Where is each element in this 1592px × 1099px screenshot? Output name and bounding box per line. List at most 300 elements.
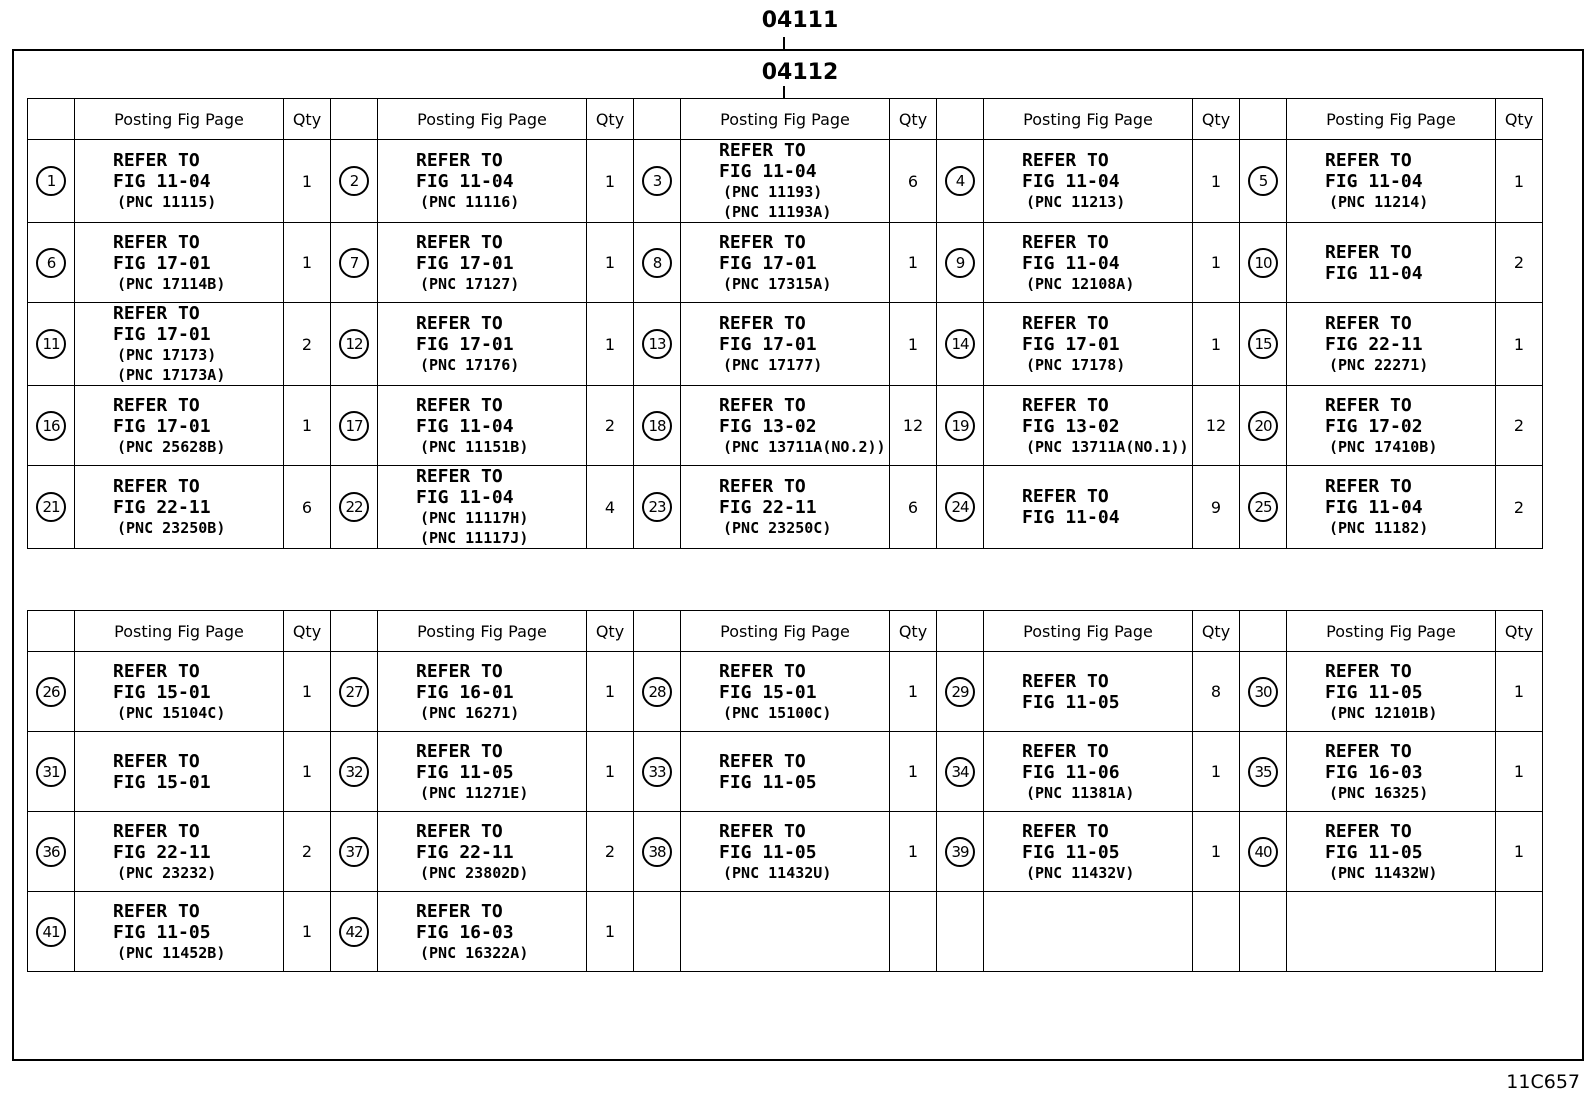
pnc-reference: (PNC 12101B)	[1329, 703, 1438, 722]
quantity-cell: 12	[890, 386, 937, 466]
item-number-badge: 32	[339, 757, 369, 787]
quantity-cell: 2	[587, 386, 634, 466]
figure-reference: FIG 17-01	[113, 415, 211, 437]
refer-text: REFER TO	[1022, 820, 1109, 842]
posting-fig-page-cell	[378, 652, 587, 732]
item-number-badge: 7	[339, 248, 369, 278]
quantity-cell: 6	[284, 466, 331, 549]
item-number-badge: 11	[36, 329, 66, 359]
figure-reference: FIG 11-05	[416, 761, 514, 783]
quantity-cell	[1193, 892, 1240, 972]
header-blank	[1240, 99, 1287, 140]
posting-fig-page-cell	[1287, 892, 1496, 972]
refer-text: REFER TO	[719, 394, 806, 416]
refer-text: REFER TO	[719, 231, 806, 253]
table-body	[28, 99, 1543, 549]
pnc-reference: (PNC 17127)	[420, 274, 520, 293]
refer-text: REFER TO	[113, 820, 200, 842]
refer-text: REFER TO	[416, 150, 503, 171]
item-number-cell	[937, 466, 984, 549]
item-number-cell	[28, 812, 75, 892]
item-number-badge: 39	[945, 837, 975, 867]
pnc-reference: (PNC 23250C)	[723, 519, 832, 537]
header-blank	[28, 611, 75, 652]
figure-reference: FIG 11-06	[1022, 761, 1120, 783]
figure-reference: FIG 22-11	[113, 841, 211, 863]
item-number-cell	[937, 732, 984, 812]
leader-line	[783, 86, 785, 98]
header-blank	[634, 99, 681, 140]
item-number-cell	[331, 466, 378, 549]
figure-reference: FIG 15-01	[113, 771, 211, 793]
posting-fig-page-cell	[75, 223, 284, 303]
posting-fig-page-cell	[681, 812, 890, 892]
figure-reference: FIG 11-05	[1022, 691, 1120, 713]
pnc-reference: (PNC 11432V)	[1026, 863, 1135, 882]
posting-fig-page-cell	[681, 892, 890, 972]
item-number-badge: 12	[339, 329, 369, 359]
item-number-badge: 21	[36, 492, 66, 522]
header-qty: Qty	[587, 611, 634, 652]
pnc-reference: (PNC 11214)	[1329, 193, 1429, 211]
header-qty: Qty	[890, 99, 937, 140]
item-number-badge: 10	[1248, 248, 1278, 278]
item-number-badge: 27	[339, 677, 369, 707]
posting-fig-page-cell	[984, 303, 1193, 386]
quantity-cell: 1	[1496, 812, 1543, 892]
header-posting-fig-page: Posting Fig Page	[984, 99, 1193, 140]
refer-text: REFER TO	[416, 900, 503, 922]
quantity-cell: 1	[1496, 652, 1543, 732]
item-number-badge: 17	[339, 411, 369, 441]
figure-reference: FIG 17-01	[719, 334, 817, 355]
quantity-cell: 1	[587, 140, 634, 223]
posting-fig-page-cell	[984, 223, 1193, 303]
refer-text: REFER TO	[1325, 820, 1412, 842]
posting-fig-page-cell	[1287, 386, 1496, 466]
quantity-cell: 1	[1193, 303, 1240, 386]
posting-fig-page-cell	[681, 466, 890, 549]
refer-text: REFER TO	[1325, 476, 1412, 497]
pnc-reference: (PNC 11432W)	[1329, 863, 1438, 882]
pnc-reference: (PNC 11151B)	[420, 437, 529, 456]
refer-text: REFER TO	[113, 231, 200, 253]
quantity-cell: 1	[284, 892, 331, 972]
item-number-cell	[634, 303, 681, 386]
posting-fig-page-cell	[75, 303, 284, 386]
item-number-cell	[331, 812, 378, 892]
posting-fig-page-cell	[378, 732, 587, 812]
header-row	[28, 611, 1543, 652]
figure-reference: FIG 17-01	[113, 324, 211, 345]
item-number-cell	[634, 652, 681, 732]
figure-reference: FIG 22-11	[719, 497, 817, 518]
quantity-cell: 1	[890, 812, 937, 892]
item-number-badge: 14	[945, 329, 975, 359]
refer-text: REFER TO	[113, 900, 200, 922]
quantity-cell: 1	[587, 223, 634, 303]
assembly-code: 04111	[761, 8, 839, 33]
header-blank	[331, 99, 378, 140]
table-body	[28, 611, 1543, 972]
item-number-cell	[331, 892, 378, 972]
quantity-cell: 1	[587, 732, 634, 812]
pnc-reference: (PNC 13711A(NO.1))	[1026, 437, 1189, 456]
table-row	[28, 303, 1543, 386]
quantity-cell: 1	[587, 652, 634, 732]
posting-fig-page-cell	[681, 386, 890, 466]
item-number-badge: 29	[945, 677, 975, 707]
header-posting-fig-page: Posting Fig Page	[378, 99, 587, 140]
item-number-cell	[634, 140, 681, 223]
figure-reference: FIG 11-04	[1325, 497, 1423, 518]
refer-text: REFER TO	[416, 820, 503, 842]
item-number-badge: 38	[642, 837, 672, 867]
figure-reference: FIG 15-01	[113, 681, 211, 703]
item-number-badge: 23	[642, 492, 672, 522]
figure-reference: FIG 17-01	[719, 252, 817, 274]
header-posting-fig-page: Posting Fig Page	[1287, 611, 1496, 652]
table-row	[28, 892, 1543, 972]
refer-text: REFER TO	[1022, 150, 1109, 171]
pnc-reference: (PNC 17315A)	[723, 274, 832, 293]
item-number-cell	[1240, 386, 1287, 466]
header-posting-fig-page: Posting Fig Page	[378, 611, 587, 652]
item-number-badge: 6	[36, 248, 66, 278]
refer-text: REFER TO	[719, 476, 806, 497]
item-number-cell	[1240, 466, 1287, 549]
item-number-badge: 42	[339, 917, 369, 947]
item-number-badge: 34	[945, 757, 975, 787]
item-number-badge: 15	[1248, 329, 1278, 359]
posting-fig-page-cell	[378, 223, 587, 303]
figure-reference: FIG 16-03	[1325, 761, 1423, 783]
item-number-cell	[634, 892, 681, 972]
item-number-cell	[331, 386, 378, 466]
item-number-cell	[28, 652, 75, 732]
header-qty: Qty	[1193, 99, 1240, 140]
quantity-cell: 1	[284, 652, 331, 732]
posting-fig-page-cell	[681, 652, 890, 732]
item-number-cell	[1240, 223, 1287, 303]
item-number-badge: 37	[339, 837, 369, 867]
item-number-badge: 35	[1248, 757, 1278, 787]
quantity-cell: 6	[890, 466, 937, 549]
refer-text: REFER TO	[1325, 740, 1412, 762]
figure-reference: FIG 11-04	[113, 171, 211, 192]
pnc-reference: (PNC 11115)	[117, 193, 217, 211]
pnc-reference: (PNC 13711A(NO.2))	[723, 437, 886, 456]
item-number-badge: 41	[36, 917, 66, 947]
item-number-cell	[28, 466, 75, 549]
posting-fig-page-cell	[984, 732, 1193, 812]
posting-fig-page-cell	[378, 386, 587, 466]
item-number-cell	[1240, 303, 1287, 386]
item-number-cell	[28, 386, 75, 466]
posting-fig-page-cell	[378, 303, 587, 386]
pnc-reference: (PNC 15104C)	[117, 703, 226, 722]
item-number-cell	[331, 652, 378, 732]
illustration-code: 11C657	[1506, 1071, 1580, 1093]
refer-text: REFER TO	[719, 750, 806, 772]
header-row	[28, 99, 1543, 140]
quantity-cell: 2	[1496, 223, 1543, 303]
posting-fig-page-cell	[378, 140, 587, 223]
pnc-reference: (PNC 16322A)	[420, 943, 529, 962]
header-qty: Qty	[1496, 99, 1543, 140]
item-number-cell	[937, 652, 984, 732]
pnc-reference: (PNC 11271E)	[420, 783, 529, 802]
posting-fig-page-cell	[1287, 223, 1496, 303]
refer-text: REFER TO	[1022, 670, 1109, 692]
item-number-cell	[937, 892, 984, 972]
figure-reference: FIG 11-05	[1325, 681, 1423, 703]
posting-fig-page-cell	[75, 386, 284, 466]
quantity-cell: 1	[1496, 303, 1543, 386]
item-number-cell	[28, 303, 75, 386]
table-row	[28, 812, 1543, 892]
refer-text: REFER TO	[113, 150, 200, 171]
item-number-badge: 2	[339, 166, 369, 196]
item-number-cell	[331, 303, 378, 386]
posting-fig-page-cell	[984, 812, 1193, 892]
item-number-badge: 4	[945, 166, 975, 196]
quantity-cell: 9	[1193, 466, 1240, 549]
pnc-reference: (PNC 25628B)	[117, 437, 226, 456]
pnc-reference: (PNC 16325)	[1329, 783, 1429, 802]
quantity-cell: 1	[1193, 140, 1240, 223]
header-qty: Qty	[1193, 611, 1240, 652]
item-number-cell	[937, 140, 984, 223]
refer-text: REFER TO	[1325, 394, 1412, 416]
item-number-badge: 26	[36, 677, 66, 707]
table-row	[28, 386, 1543, 466]
item-number-badge: 1	[36, 166, 66, 196]
pnc-reference: (PNC 11193A)	[723, 203, 832, 221]
posting-fig-page-cell	[681, 223, 890, 303]
refer-text: REFER TO	[113, 476, 200, 497]
item-number-badge: 33	[642, 757, 672, 787]
header-qty: Qty	[284, 99, 331, 140]
figure-reference: FIG 11-05	[719, 841, 817, 863]
quantity-cell: 4	[587, 466, 634, 549]
item-number-cell	[28, 892, 75, 972]
header-blank	[937, 99, 984, 140]
figure-reference: FIG 11-05	[1325, 841, 1423, 863]
pnc-reference: (PNC 11116)	[420, 193, 520, 211]
posting-fig-page-cell	[984, 466, 1193, 549]
item-number-cell	[1240, 732, 1287, 812]
quantity-cell: 1	[1193, 732, 1240, 812]
header-blank	[1240, 611, 1287, 652]
header-blank	[937, 611, 984, 652]
quantity-cell: 1	[587, 892, 634, 972]
pnc-reference: (PNC 17177)	[723, 356, 823, 374]
quantity-cell: 6	[890, 140, 937, 223]
figure-reference: FIG 11-04	[416, 415, 514, 437]
pnc-reference: (PNC 11182)	[1329, 519, 1429, 537]
item-number-badge: 36	[36, 837, 66, 867]
pnc-reference: (PNC 23802D)	[420, 863, 529, 882]
quantity-cell: 2	[587, 812, 634, 892]
refer-text: REFER TO	[416, 231, 503, 253]
quantity-cell: 1	[1193, 812, 1240, 892]
quantity-cell: 1	[890, 732, 937, 812]
posting-fig-page-cell	[984, 652, 1193, 732]
figure-reference: FIG 17-02	[1325, 415, 1423, 437]
figure-reference: FIG 22-11	[416, 841, 514, 863]
pnc-reference: (PNC 23250B)	[117, 519, 226, 537]
item-number-badge: 18	[642, 411, 672, 441]
posting-fig-page-cell	[1287, 140, 1496, 223]
refer-text: REFER TO	[719, 140, 806, 161]
header-posting-fig-page: Posting Fig Page	[1287, 99, 1496, 140]
header-qty: Qty	[284, 611, 331, 652]
item-number-cell	[1240, 812, 1287, 892]
item-number-badge: 8	[642, 248, 672, 278]
item-number-cell	[937, 386, 984, 466]
posting-fig-page-cell	[1287, 812, 1496, 892]
item-number-cell	[1240, 892, 1287, 972]
posting-fig-page-cell	[378, 466, 587, 549]
refer-text: REFER TO	[1022, 740, 1109, 762]
table-row	[28, 223, 1543, 303]
header-blank	[634, 611, 681, 652]
refer-text: REFER TO	[1325, 660, 1412, 682]
refer-text: REFER TO	[1325, 150, 1412, 171]
pnc-reference: (PNC 11452B)	[117, 943, 226, 962]
quantity-cell	[890, 892, 937, 972]
item-number-cell	[331, 140, 378, 223]
item-number-badge: 40	[1248, 837, 1278, 867]
pnc-reference: (PNC 17173)	[117, 346, 217, 364]
figure-reference: FIG 11-04	[1022, 171, 1120, 192]
refer-text: REFER TO	[416, 466, 503, 487]
refer-text: REFER TO	[1022, 313, 1109, 334]
posting-fig-page-cell	[75, 652, 284, 732]
figure-reference: FIG 11-04	[1325, 262, 1423, 284]
item-number-cell	[634, 812, 681, 892]
item-number-badge: 22	[339, 492, 369, 522]
posting-fig-page-cell	[984, 386, 1193, 466]
quantity-cell: 2	[1496, 386, 1543, 466]
item-number-cell	[937, 223, 984, 303]
figure-reference: FIG 16-01	[416, 681, 514, 703]
item-number-cell	[937, 812, 984, 892]
pnc-reference: (PNC 11432U)	[723, 863, 832, 882]
posting-fig-page-cell	[681, 732, 890, 812]
posting-fig-page-cell	[1287, 652, 1496, 732]
pnc-reference: (PNC 17176)	[420, 356, 520, 374]
refer-text: REFER TO	[113, 394, 200, 416]
refer-text: REFER TO	[1022, 231, 1109, 253]
figure-reference: FIG 11-04	[1022, 252, 1120, 274]
pnc-reference: (PNC 16271)	[420, 703, 520, 722]
parts-table-1	[27, 98, 1543, 549]
pnc-reference: (PNC 17114B)	[117, 274, 226, 293]
figure-reference: FIG 16-03	[416, 921, 514, 943]
quantity-cell: 1	[284, 223, 331, 303]
item-number-badge: 24	[945, 492, 975, 522]
posting-fig-page-cell	[75, 140, 284, 223]
refer-text: REFER TO	[113, 750, 200, 772]
quantity-cell: 2	[284, 812, 331, 892]
item-number-cell	[1240, 652, 1287, 732]
item-number-badge: 5	[1248, 166, 1278, 196]
posting-fig-page-cell	[378, 892, 587, 972]
refer-text: REFER TO	[1325, 241, 1412, 263]
pnc-reference: (PNC 11381A)	[1026, 783, 1135, 802]
figure-reference: FIG 11-05	[113, 921, 211, 943]
pnc-reference: (PNC 17173A)	[117, 366, 226, 384]
posting-fig-page-cell	[984, 892, 1193, 972]
quantity-cell: 1	[284, 732, 331, 812]
item-number-badge: 20	[1248, 411, 1278, 441]
figure-reference: FIG 11-04	[1022, 507, 1120, 528]
figure-reference: FIG 11-04	[719, 161, 817, 182]
figure-reference: FIG 11-04	[1325, 171, 1423, 192]
quantity-cell: 1	[890, 303, 937, 386]
quantity-cell: 12	[1193, 386, 1240, 466]
item-number-cell	[331, 223, 378, 303]
item-number-badge: 13	[642, 329, 672, 359]
header-blank	[28, 99, 75, 140]
posting-fig-page-cell	[1287, 732, 1496, 812]
quantity-cell: 1	[1496, 140, 1543, 223]
posting-fig-page-cell	[75, 892, 284, 972]
refer-text: REFER TO	[719, 660, 806, 682]
header-posting-fig-page: Posting Fig Page	[681, 99, 890, 140]
figure-reference: FIG 11-05	[1022, 841, 1120, 863]
header-qty: Qty	[890, 611, 937, 652]
posting-fig-page-cell	[75, 812, 284, 892]
pnc-reference: (PNC 15100C)	[723, 703, 832, 722]
figure-reference: FIG 11-04	[416, 171, 514, 192]
pnc-reference: (PNC 11117H)	[420, 509, 529, 527]
pnc-reference: (PNC 23232)	[117, 863, 217, 882]
item-number-cell	[1240, 140, 1287, 223]
refer-text: REFER TO	[1022, 394, 1109, 416]
posting-fig-page-cell	[1287, 303, 1496, 386]
item-number-badge: 31	[36, 757, 66, 787]
item-number-badge: 30	[1248, 677, 1278, 707]
figure-reference: FIG 22-11	[113, 497, 211, 518]
figure-reference: FIG 17-01	[113, 252, 211, 274]
item-number-cell	[634, 466, 681, 549]
item-number-badge: 19	[945, 411, 975, 441]
posting-fig-page-cell	[681, 140, 890, 223]
quantity-cell: 1	[1193, 223, 1240, 303]
refer-text: REFER TO	[113, 303, 200, 324]
table-row	[28, 466, 1543, 549]
refer-text: REFER TO	[416, 394, 503, 416]
header-posting-fig-page: Posting Fig Page	[75, 611, 284, 652]
item-number-badge: 25	[1248, 492, 1278, 522]
posting-fig-page-cell	[75, 466, 284, 549]
item-number-cell	[634, 732, 681, 812]
posting-fig-page-cell	[984, 140, 1193, 223]
refer-text: REFER TO	[416, 740, 503, 762]
pnc-reference: (PNC 17178)	[1026, 356, 1126, 374]
item-number-badge: 9	[945, 248, 975, 278]
header-posting-fig-page: Posting Fig Page	[984, 611, 1193, 652]
posting-fig-page-cell	[378, 812, 587, 892]
figure-reference: FIG 17-01	[1022, 334, 1120, 355]
refer-text: REFER TO	[416, 313, 503, 334]
item-number-badge: 28	[642, 677, 672, 707]
quantity-cell: 1	[890, 223, 937, 303]
pnc-reference: (PNC 22271)	[1329, 356, 1429, 374]
